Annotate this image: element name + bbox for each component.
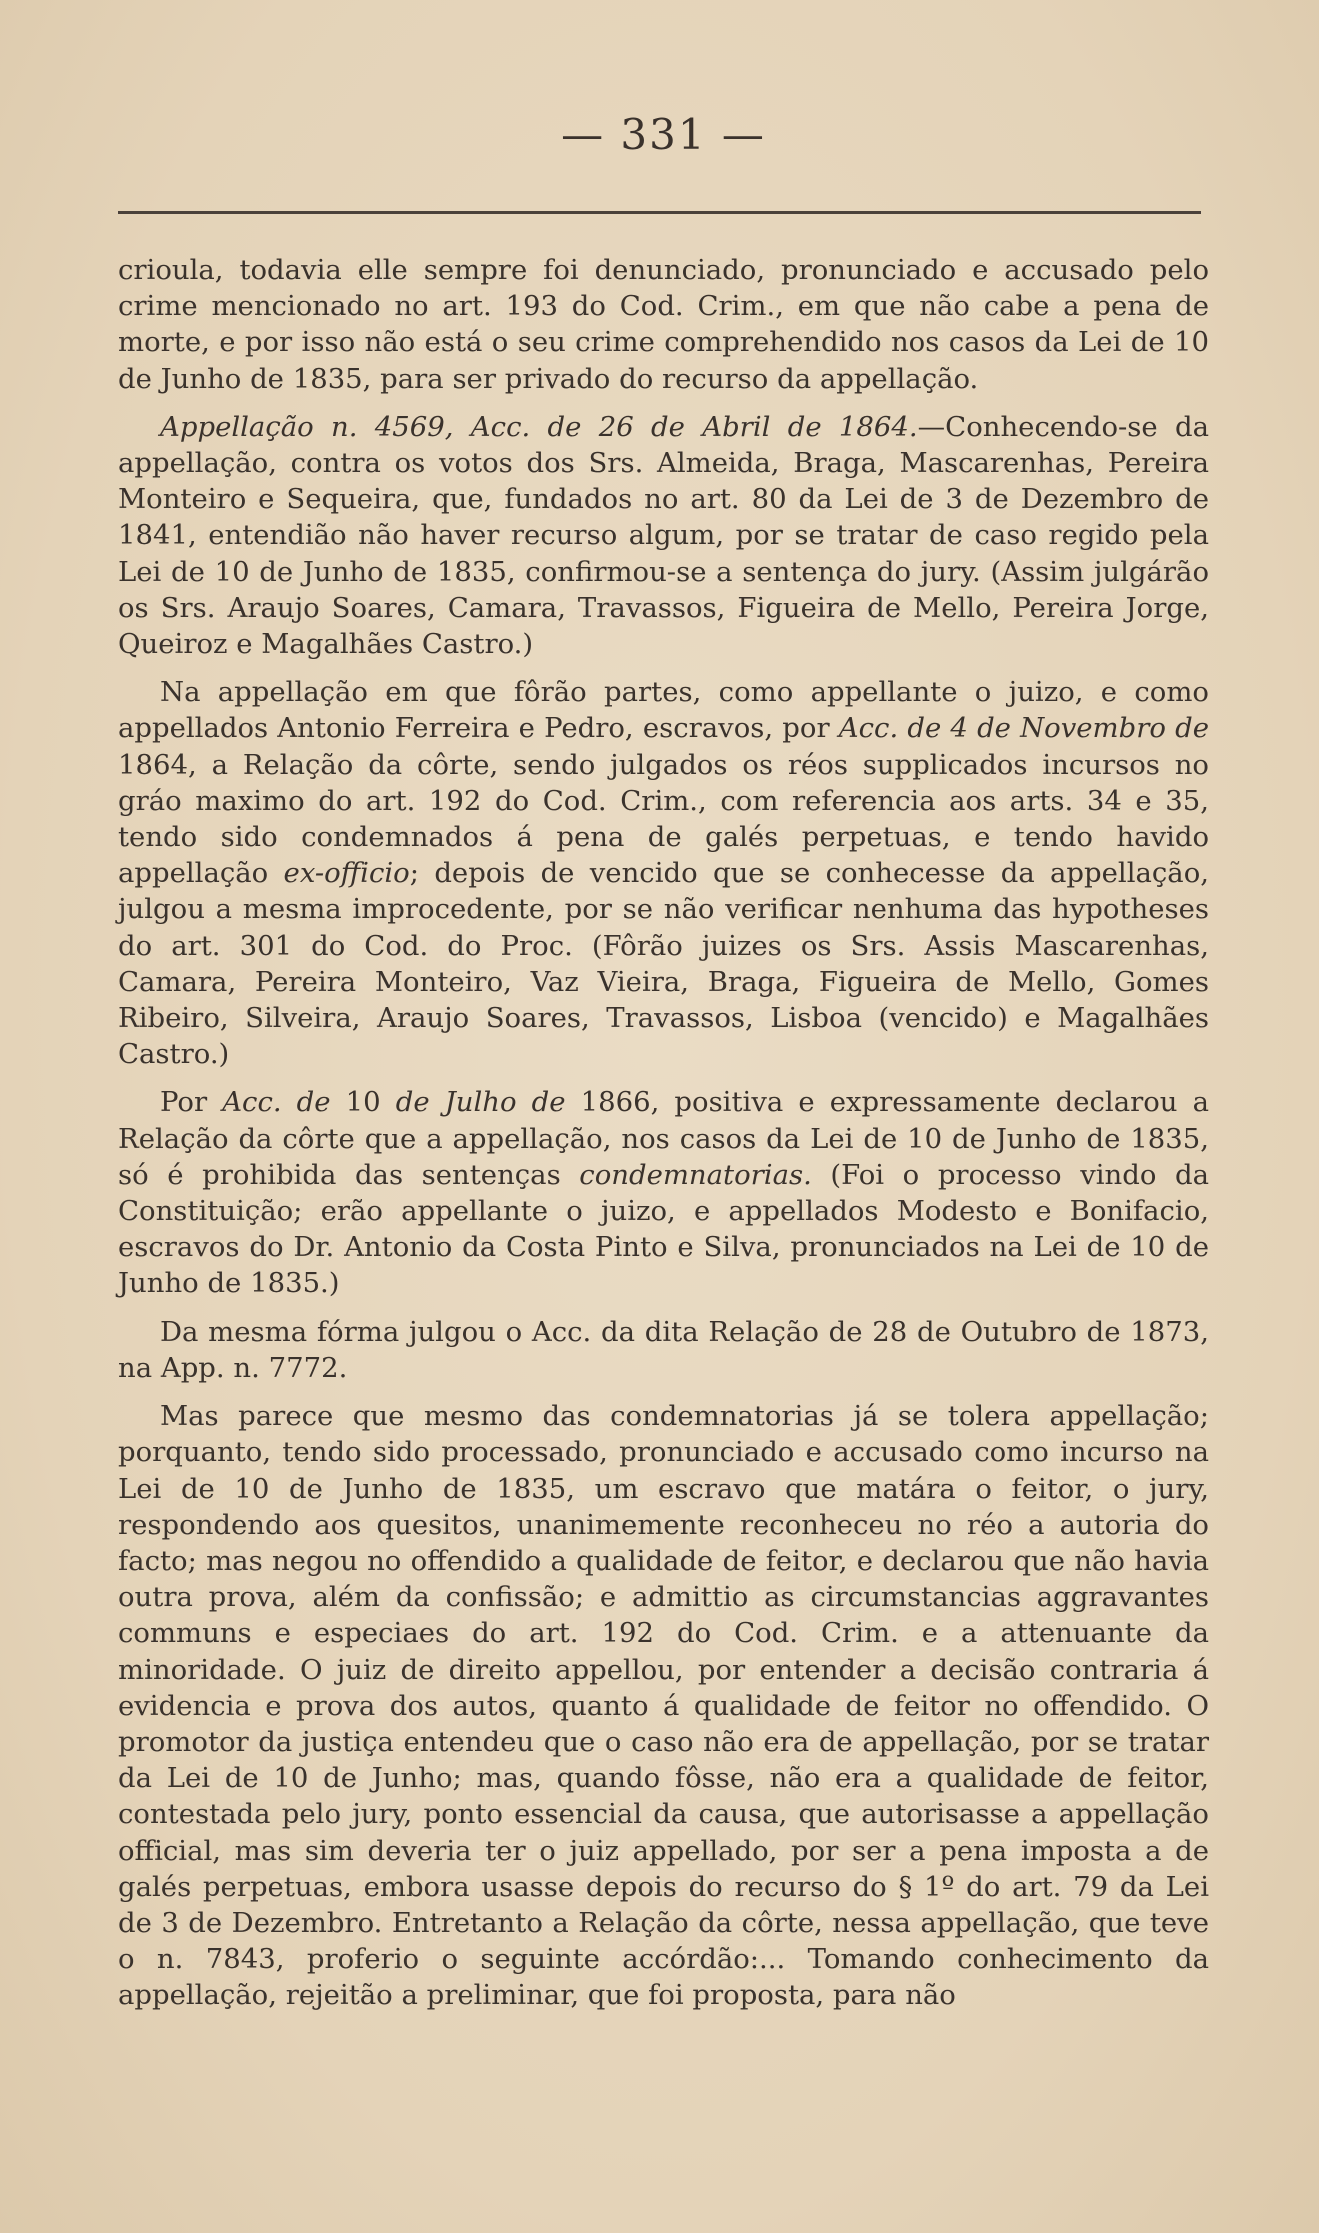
text-run: ; depois de vencido que se conhecesse da appellação, julgou a mesma improcedente, por se não verificar nenhuma das hypotheses do art. 301 do Cod. do Proc. (Fôrão juizes os Srs. Assis Mascarenhas, Camara, Pereira Monteiro, Vaz Vieira, Braga, Figueira de Mello, Gomes Ribeiro, Silveira, Araujo Soares, Travassos, Lisboa (vencido) e Magalhães Castro.) [118, 857, 1209, 1071]
text-run: Da mesma fórma julgou o Acc. da dita Relação de 28 de Outubro de 1873, na App. n. 7772. [118, 1315, 1209, 1384]
paragraph-6 [118, 1398, 1209, 2013]
italic-text-run: condemnatorias. [579, 1158, 812, 1191]
italic-text-run: Acc. de [222, 1086, 331, 1119]
text-run: (Foi o processo vindo da Constituição; erão appellante o juizo, e appellados Modesto e Bonifacio, escravos do Dr. Antonio da Costa Pinto e Silva, pronunciados na Lei de 10 de Junho de 1835.) [118, 1158, 1209, 1300]
italic-text-run: de Julho de [395, 1086, 566, 1119]
page-number: — 331 — [561, 110, 766, 159]
text-run: 10 [330, 1086, 396, 1119]
text-run: Mas parece que mesmo das condemnatorias já se tolera appellação; porquanto, tendo sido processado, pronunciado e accusado como incurso na Lei de 10 de Junho de 1835, um escravo que matára o feitor, o jury, respondendo aos quesitos, unanimemente reconheceu no réo a autoria do facto; mas negou no offendido a qualidade de feitor, e declarou que não havia outra prova, além da confissão; e admittio as circumstancias aggravantes communs e especiaes do art. 192 do Cod. Crim. e a attenuante da minoridade. O juiz de direito appellou, por entender a decisão contraria á evidencia e prova dos autos, quanto á qualidade de feitor no offendido. O promotor da justiça entendeu que o caso não era de appellação, por se tratar da Lei de 10 de Junho; mas, quando fôsse, não era a qualidade de feitor, contestada pelo jury, ponto essencial da causa, que autorisasse a appellação official, mas sim deveria ter o juiz appellado, por ser a pena imposta a de galés perpetuas, embora usasse depois do recurso do § 1º do art. 79 da Lei de 3 de Dezembro. Entretanto a Relação da côrte, nessa appellação, que teve o n. 7843, proferio o seguinte accórdão:... Tomando conhecimento da appellação, rejeitão a preliminar, que foi proposta, para não [118, 1400, 1209, 2012]
text-run: Por [160, 1086, 223, 1119]
body-text [118, 252, 1209, 2014]
text-run: —Conhecendo-se da appellação, contra os votos dos Srs. Almeida, Braga, Mascarenhas, Pereira Monteiro e Sequeira, que, fundados no art. 80 da Lei de 3 de Dezembro de 1841, entendião não haver recurso algum, por se tratar de caso regido pela Lei de 10 de Junho de 1835, confirmou-se a sentença do jury. (Assim julgárão os Srs. Araujo Soares, Camara, Travassos, Figueira de Mello, Pereira Jorge, Queiroz e Magalhães Castro.) [118, 410, 1209, 661]
italic-text-run: ex-officio [283, 857, 410, 890]
text-run: Na appellação em que fôrão partes, como appellante o juizo, e como appellados Antonio Ferreira e Pedro, escravos, por [118, 676, 1209, 745]
text-run: 1864, a Relação da côrte, sendo julgados os réos supplicados incursos no gráo maximo do art. 192 do Cod. Crim., com referencia aos arts. 34 e 35, tendo sido condemnados á pena de galés perpetuas, e tendo havido appellação [118, 748, 1209, 890]
header-rule [118, 211, 1201, 214]
italic-text-run: Acc. de 4 de Novembro de [838, 712, 1209, 745]
text-run: crioula, todavia elle sempre foi denunciado, pronunciado e accusado pelo crime mencionado no art. 193 do Cod. Crim., em que não cabe a pena de morte, e por isso não está o seu crime comprehendido nos casos da Lei de 10 de Junho de 1835, para ser privado do recurso da appellação. [118, 254, 1209, 395]
italic-text-run: Appellação n. 4569, Acc. de 26 de Abril de 1864. [160, 410, 918, 443]
paragraph-3 [118, 674, 1209, 1072]
paragraph-5 [118, 1314, 1209, 1386]
paragraph-2 [118, 409, 1209, 662]
text-run: 1866, positiva e expressamente declarou a Relação da côrte que a appellação, nos casos da Lei de 10 de Junho de 1835, só é prohibida das sentenças [118, 1086, 1209, 1191]
paragraph-1 [118, 252, 1209, 397]
paragraph-4 [118, 1084, 1209, 1301]
